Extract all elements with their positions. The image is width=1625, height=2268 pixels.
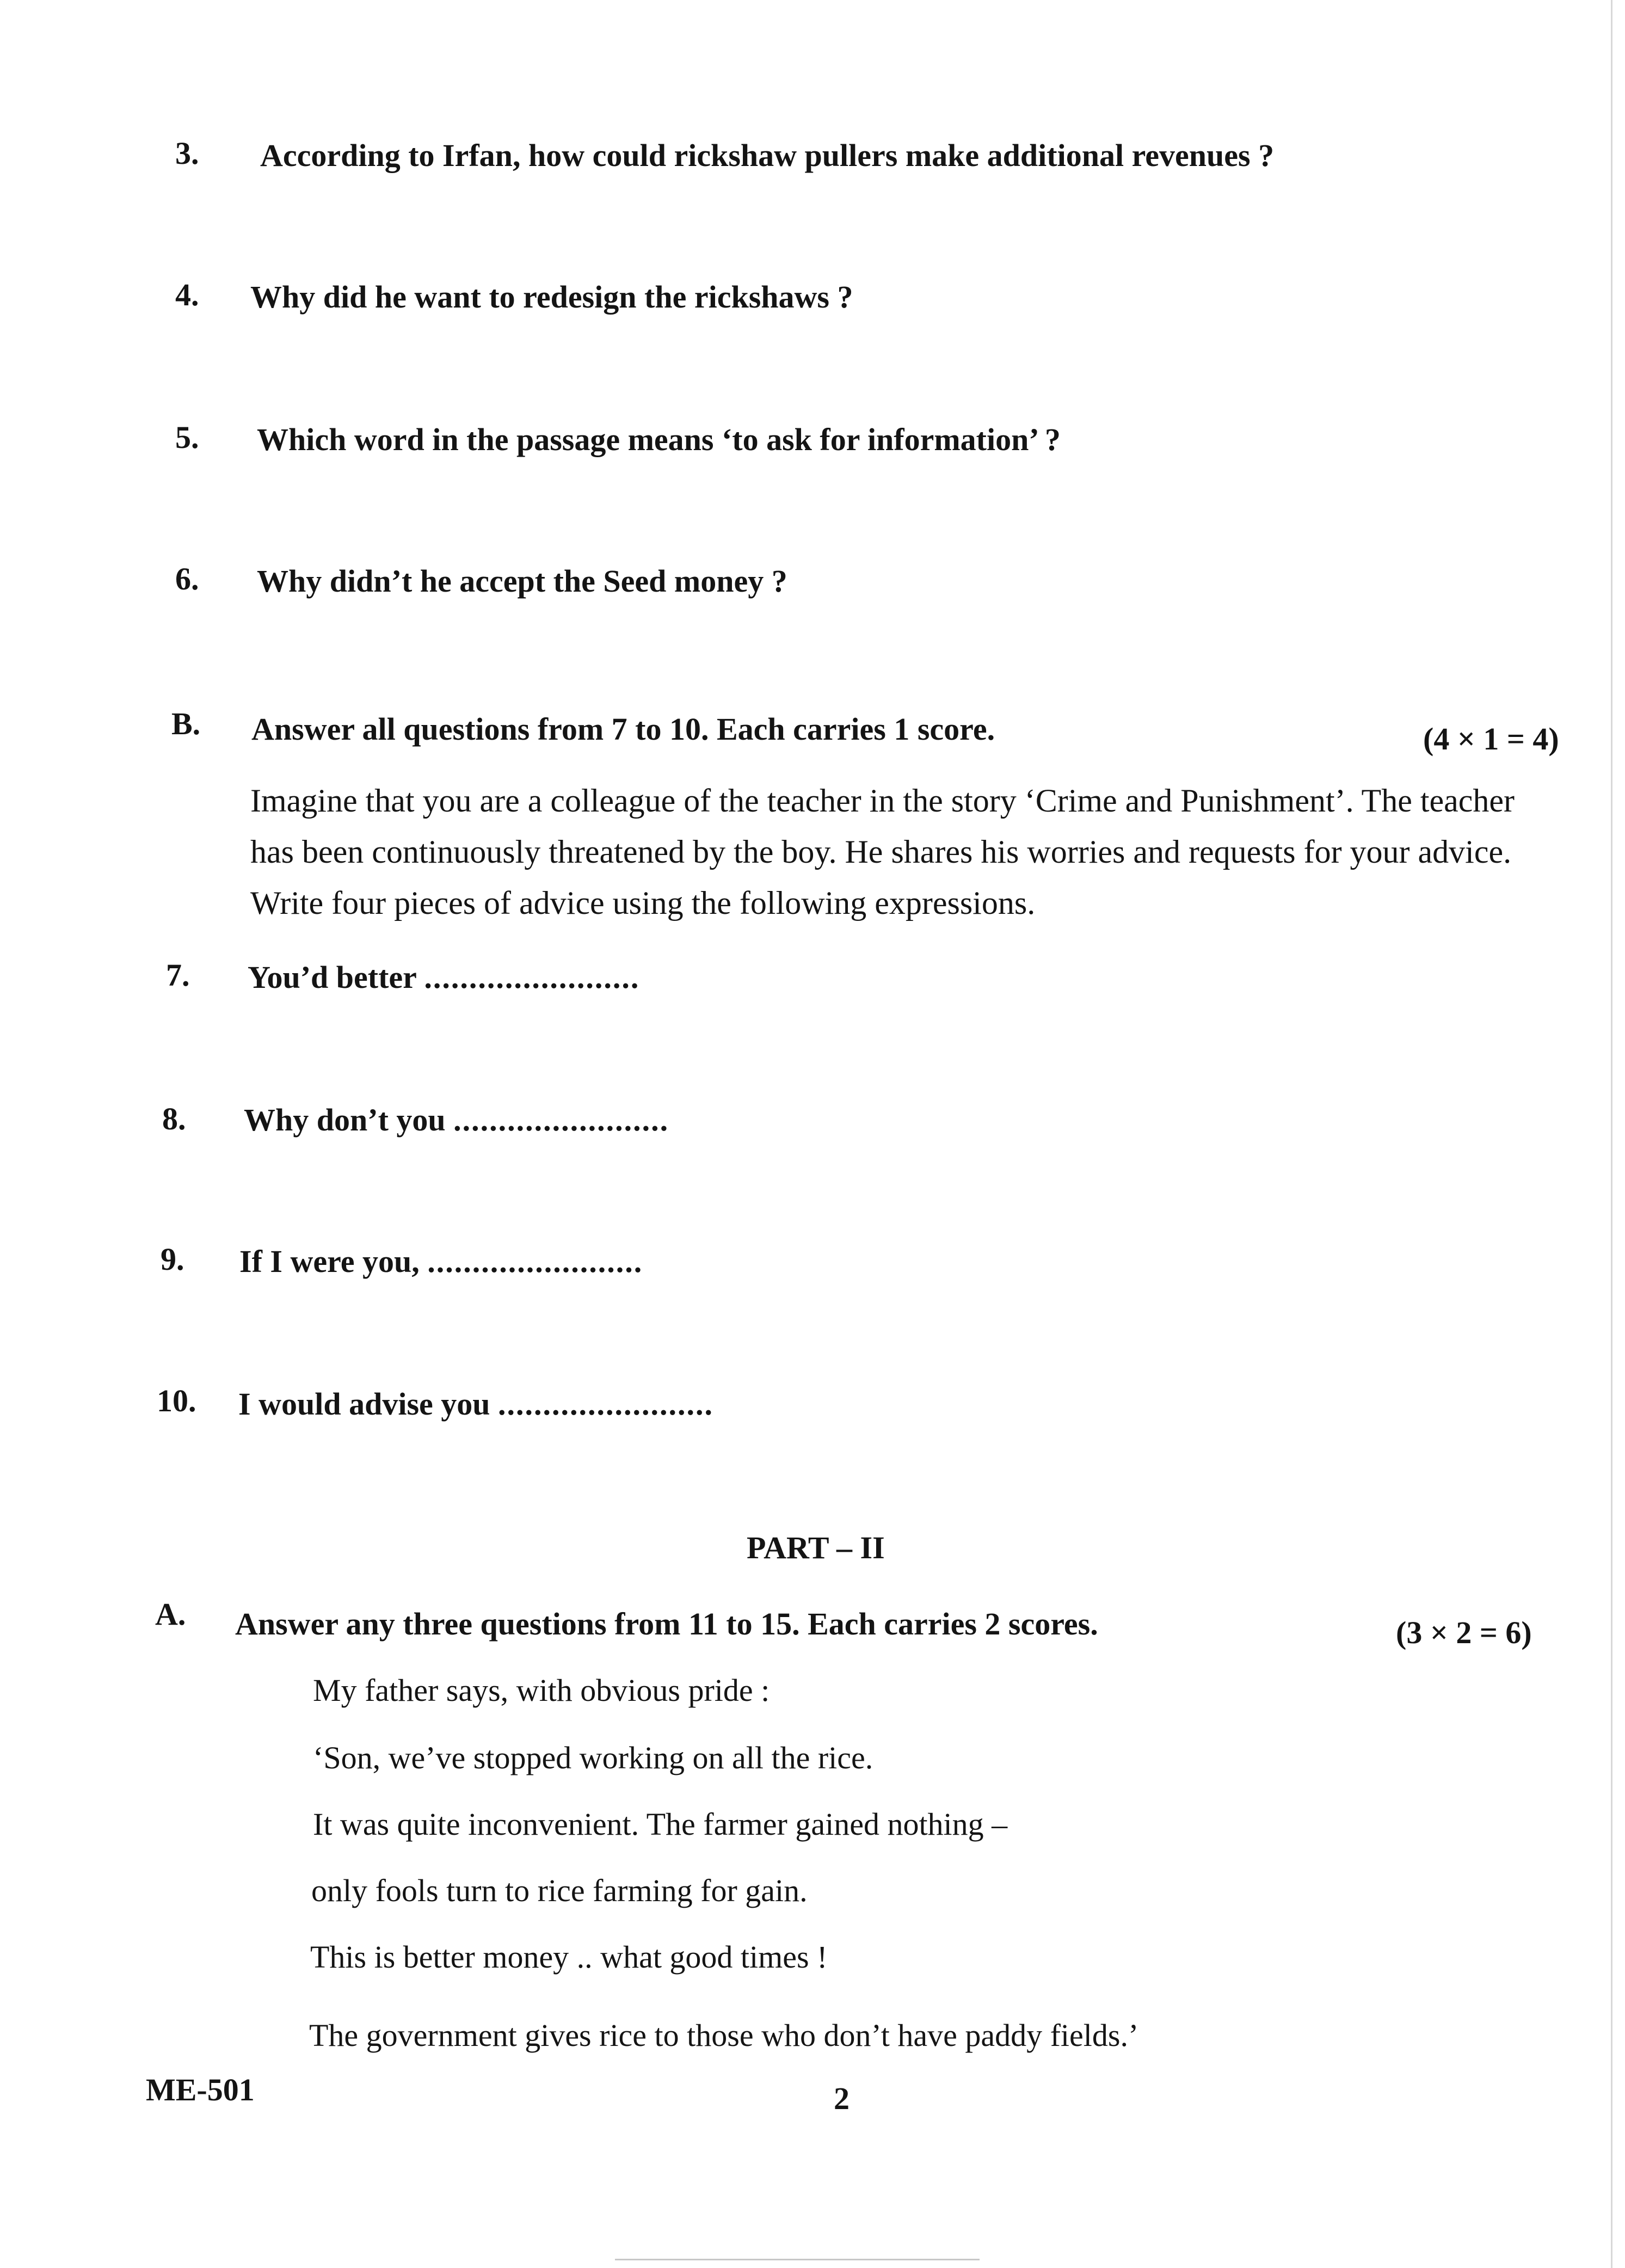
advice-prompt [248,959,639,995]
question-number: 5. [175,420,199,455]
paper-code: ME-501 [146,2072,255,2107]
question-text: Why did he want to redesign the rickshaws ? [250,279,853,315]
section-marks: (4 × 1 = 4) [1423,721,1559,757]
poem-line: My father says, with obvious pride : [313,1673,770,1708]
advice-prompt [244,1102,669,1138]
fill-in-dots: ........................ [453,1102,669,1138]
page-number: 2 [834,2081,850,2116]
instruction-paragraph: Imagine that you are a colleague of the teacher in the story ‘Crime and Punishment’. The teacher has been continuously threatened by the boy. He shares his worries and requests for your advice. Write four pieces of advice using the following expressions. [250,783,1515,921]
item-number: 7. [166,957,190,993]
question-text: Which word in the passage means ‘to ask for information’ ? [257,422,1061,457]
poem-line: The government gives rice to those who don’t have paddy fields.’ [309,2018,1139,2053]
bottom-scan-line [615,2259,980,2260]
poem-line: ‘Son, we’ve stopped working on all the rice. [313,1740,873,1775]
advice-text: If I were you, [239,1244,420,1279]
advice-text: I would advise you [238,1386,490,1422]
item-number: 8. [162,1101,186,1136]
fill-in-dots: ........................ [424,960,640,995]
question-text: According to Irfan, how could rickshaw pullers make additional revenues ? [260,138,1275,173]
section-instruction: Answer all questions from 7 to 10. Each carries 1 score. [251,711,995,747]
fill-in-dots: ........................ [427,1244,643,1279]
item-number: 9. [161,1241,184,1277]
part-title: PART – II [747,1530,885,1565]
section-label: A. [155,1596,186,1632]
page-edge-shadow [1611,0,1612,2268]
advice-text: Why don’t you [244,1102,446,1138]
item-number: 10. [157,1383,196,1418]
section-label: B. [171,706,201,741]
poem-line: This is better money .. what good times ! [310,1939,828,1975]
advice-text: You’d better [248,960,416,995]
question-number: 3. [175,136,199,171]
section-instruction: Answer any three questions from 11 to 15. Each carries 2 scores. [235,1606,1098,1642]
poem-line: It was quite inconvenient. The farmer gained nothing – [313,1806,1008,1842]
question-number: 4. [175,277,199,312]
poem-line: only fools turn to rice farming for gain. [311,1873,808,1908]
advice-prompt [239,1243,643,1280]
question-text: Why didn’t he accept the Seed money ? [257,563,787,599]
question-number: 6. [175,561,199,597]
advice-prompt [238,1386,713,1422]
fill-in-dots: ........................ [498,1386,714,1422]
section-marks: (3 × 2 = 6) [1396,1615,1532,1650]
